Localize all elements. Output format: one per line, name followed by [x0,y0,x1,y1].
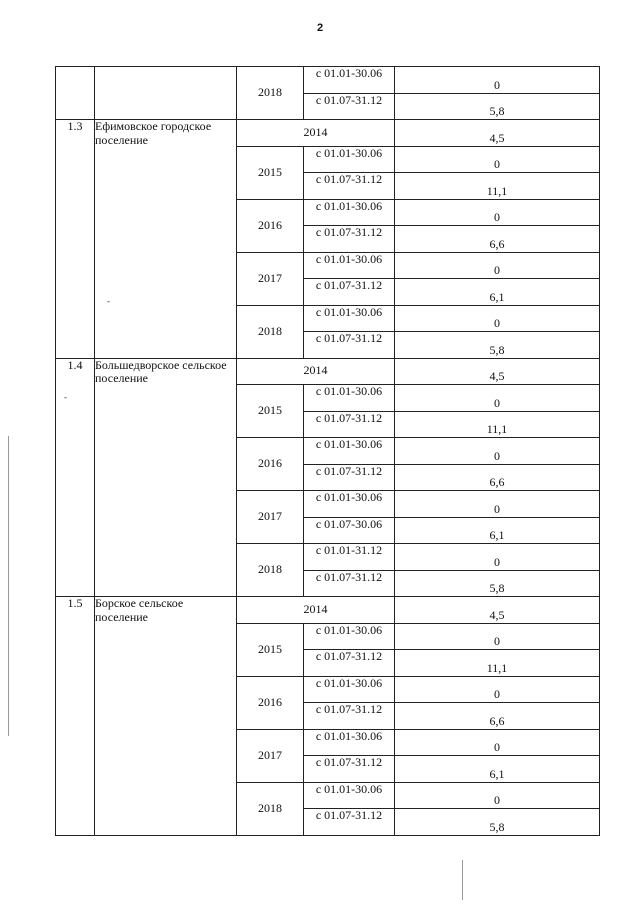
table-row [56,67,600,94]
period-cell: с 01.01-30.06 [304,146,395,173]
year-cell: 2018 [237,67,304,120]
period-cell: с 01.07-31.12 [304,173,395,200]
value-cell: 0 [395,544,600,571]
value-cell: 6,1 [395,517,600,544]
settlement-name-cell: Борское сельское поселение [95,597,237,836]
period-cell: с 01.07-31.12 [304,332,395,359]
value-cell: 5,8 [395,809,600,836]
value-cell: 6,1 [395,756,600,783]
period-cell: с 01.07-30.06 [304,517,395,544]
table-row [56,358,600,385]
settlement-name-cell: Большедворское сельское поселение [95,358,237,597]
year-cell: 2015 [237,623,304,676]
value-cell: 11,1 [395,411,600,438]
year-cell: 2015 [237,385,304,438]
value-cell: 6,6 [395,226,600,253]
base-year-cell: 2014 [237,597,395,624]
period-cell: с 01.01-31.12 [304,544,395,571]
year-cell: 2016 [237,676,304,729]
year-cell: 2015 [237,146,304,199]
scan-mark: - [64,392,67,402]
row-number-cell: 1.4 [56,358,95,597]
table-row [56,597,600,624]
period-cell: с 01.07-31.12 [304,756,395,783]
period-cell: с 01.07-31.12 [304,279,395,306]
period-cell: с 01.07-31.12 [304,570,395,597]
base-value-cell: 4,5 [395,597,600,624]
scan-edge-line [462,860,463,900]
period-cell: с 01.01-30.06 [304,676,395,703]
page-number: 2 [316,22,324,34]
row-number-cell [56,67,95,120]
value-cell: 6,6 [395,464,600,491]
value-cell: 11,1 [395,650,600,677]
year-cell: 2018 [237,305,304,358]
year-cell: 2017 [237,729,304,782]
scan-edge-line [8,436,9,736]
period-cell: с 01.07-31.12 [304,809,395,836]
value-cell: 0 [395,67,600,94]
period-cell: с 01.07-31.12 [304,703,395,730]
period-cell: с 01.01-30.06 [304,729,395,756]
period-cell: с 01.07-31.12 [304,411,395,438]
period-cell: с 01.01-30.06 [304,782,395,809]
value-cell: 11,1 [395,173,600,200]
period-cell: с 01.07-31.12 [304,650,395,677]
value-cell: 0 [395,146,600,173]
year-cell: 2018 [237,544,304,597]
base-year-cell: 2014 [237,358,395,385]
tariff-table [55,66,600,836]
period-cell: с 01.01-30.06 [304,67,395,94]
period-cell: с 01.01-30.06 [304,385,395,412]
value-cell: 0 [395,199,600,226]
value-cell: 0 [395,491,600,518]
value-cell: 5,8 [395,93,600,120]
year-cell: 2018 [237,782,304,835]
period-cell: с 01.01-30.06 [304,438,395,465]
period-cell: с 01.01-30.06 [304,623,395,650]
period-cell: с 01.01-30.06 [304,199,395,226]
value-cell: 0 [395,252,600,279]
base-year-cell: 2014 [237,120,395,147]
period-cell: с 01.07-31.12 [304,226,395,253]
year-cell: 2016 [237,438,304,491]
base-value-cell: 4,5 [395,120,600,147]
period-cell: с 01.01-30.06 [304,491,395,518]
period-cell: с 01.01-30.06 [304,305,395,332]
value-cell: 0 [395,305,600,332]
row-number-cell: 1.5 [56,597,95,836]
year-cell: 2017 [237,252,304,305]
value-cell: 6,6 [395,703,600,730]
value-cell: 6,1 [395,279,600,306]
value-cell: 5,8 [395,570,600,597]
year-cell: 2017 [237,491,304,544]
row-number-cell: 1.3 [56,120,95,359]
period-cell: с 01.01-30.06 [304,252,395,279]
value-cell: 0 [395,782,600,809]
base-value-cell: 4,5 [395,358,600,385]
year-cell: 2016 [237,199,304,252]
settlement-name-cell [95,67,237,120]
period-cell: с 01.07-31.12 [304,93,395,120]
period-cell: с 01.07-31.12 [304,464,395,491]
value-cell: 0 [395,438,600,465]
table-row [56,120,600,147]
value-cell: 5,8 [395,332,600,359]
scan-mark: - [107,296,110,306]
value-cell: 0 [395,676,600,703]
value-cell: 0 [395,623,600,650]
value-cell: 0 [395,385,600,412]
settlement-name-cell: Ефимовское городское поселение [95,120,237,359]
value-cell: 0 [395,729,600,756]
